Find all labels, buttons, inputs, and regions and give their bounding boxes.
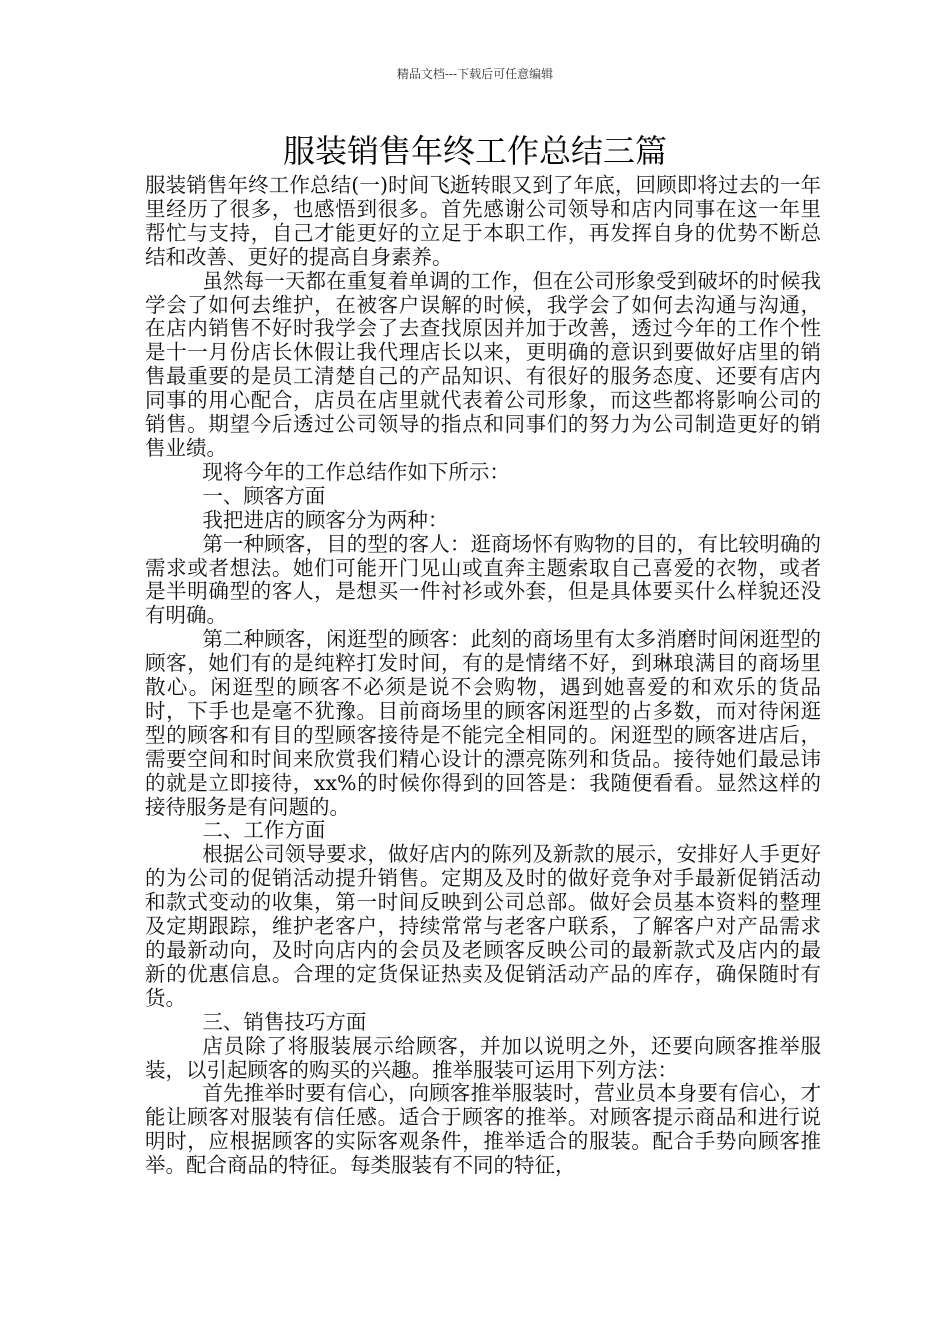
paragraph-recommendation: 首先推举时要有信心，向顾客推举服装时，营业员本身要有信心，才能让顾客对服装有信任感。适合于顾客的推举。对顾客提示商品和进行说明时，应根据顾客的实际客观条件，推举适合的服装。配合手势向顾客推举。配合商品的特征。每类服装有不同的特征， [145, 1081, 821, 1178]
paragraph-customer-types: 我把进店的顾客分为两种： [202, 507, 449, 532]
section-heading-sales-skills: 三、销售技巧方面 [202, 1009, 367, 1034]
section-heading-customers: 一、顾客方面 [202, 483, 326, 508]
paragraph-work: 根据公司领导要求，做好店内的陈列及新款的展示，安排好人手更好的为公司的促销活动提升销售。定期及及时的做好竞争对手最新促销活动和款式变动的收集，第一时间反映到公司总部。做好会员基本资料的整理及定期跟踪，维护老客户，持续常常与老客户联系，了解客户对产品需求的最新动向，及时向店内的会员及老顾客反映公司的最新款式及店内的最新的优惠信息。合理的定货保证热卖及促销活动产品的库存，确保随时有货。 [145, 842, 821, 1010]
paragraph-browsing-customer: 第二种顾客，闲逛型的顾客：此刻的商场里有太多消磨时间闲逛型的顾客，她们有的是纯粹打发时间，有的是情绪不好，到琳琅满目的商场里散心。闲逛型的顾客不必须是说不会购物，遇到她喜爱的和欢乐的货品时，下手也是毫不犹豫。目前商场里的顾客闲逛型的占多数，而对待闲逛型的顾客和有目的型顾客接待是不能完全相同的。闲逛型的顾客进店后，需要空间和时间来欣赏我们精心设计的漂亮陈列和货品。接待她们最忌讳的就是立即接待，xx%的时候你得到的回答是：我随便看看。显然这样的接待服务是有问题的。 [145, 627, 821, 819]
section-heading-work: 二、工作方面 [202, 818, 326, 843]
document-body [145, 174, 821, 1178]
paragraph-reflection: 虽然每一天都在重复着单调的工作，但在公司形象受到破坏的时候我学会了如何去维护，在被客户误解的时候，我学会了如何去沟通与沟通，在店内销售不好时我学会了去查找原因并加于改善，透过今年的工作个性是十一月份店长休假让我代理店长以来，更明确的意识到要做好店里的销售最重要的是员工清楚自己的产品知识、有很好的服务态度、还要有店内同事的用心配合，店员在店里就代表着公司形象，而这些都将影响公司的销售。期望今后透过公司领导的指点和同事们的努力为公司制造更好的销售业绩。 [145, 268, 821, 460]
paragraph-purpose-customer: 第一种顾客，目的型的客人：逛商场怀有购物的目的，有比较明确的需求或者想法。她们可能开门见山或直奔主题索取自己喜爱的衣物，或者是半明确型的客人，是想买一件衬衫或外套，但是具体要买什么样貌还没有明确。 [145, 531, 821, 628]
paragraph-sales-skills: 店员除了将服装展示给顾客，并加以说明之外，还要向顾客推举服装，以引起顾客的购买的兴趣。推举服装可运用下列方法： [145, 1033, 821, 1082]
paragraph-intro: 服装销售年终工作总结(一)时间飞逝转眼又到了年底，回顾即将过去的一年里经历了很多，也感悟到很多。首先感谢公司领导和店内同事在这一年里帮忙与支持，自己才能更好的立足于本职工作，再发挥自身的优势不断总结和改善、更好的提高自身素养。 [145, 173, 821, 269]
header-note: 精品文档---下载后可任意编辑 [396, 67, 554, 81]
paragraph-summary-lead: 现将今年的工作总结作如下所示： [202, 459, 510, 484]
document-title: 服装销售年终工作总结三篇 [282, 132, 667, 170]
